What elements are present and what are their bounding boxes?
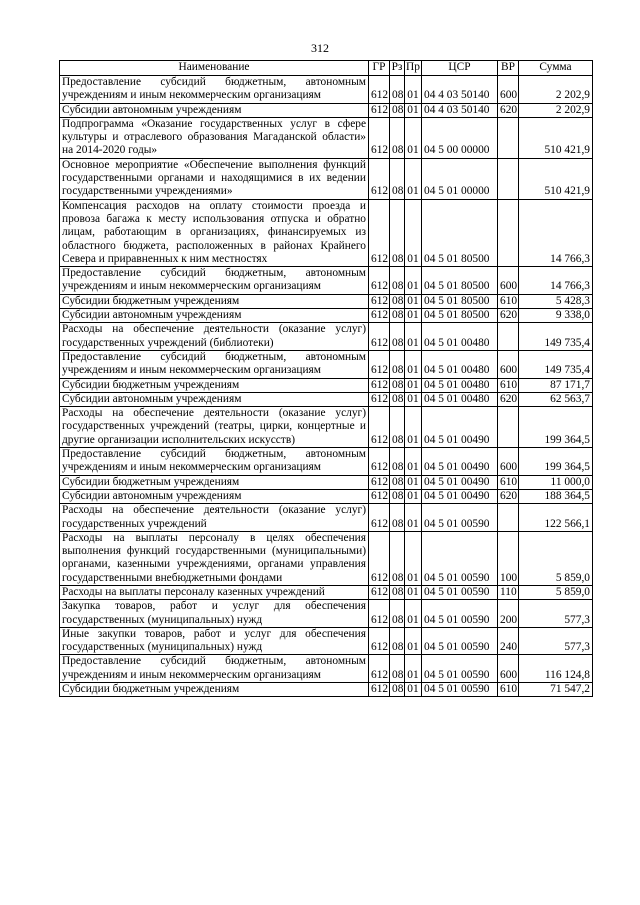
cell-csr: 04 5 01 80500 xyxy=(422,309,498,323)
cell-gr: 612 xyxy=(369,475,390,489)
cell-gr: 612 xyxy=(369,531,390,585)
cell-csr: 04 5 01 00590 xyxy=(422,531,498,585)
table-row xyxy=(60,158,593,199)
cell-gr: 612 xyxy=(369,117,390,158)
cell-name: Основное мероприятие «Обеспечение выполнения функций государственными органами и находящимися в их ведении государственными учреждениями» xyxy=(60,158,369,199)
cell-rz: 08 xyxy=(390,103,405,117)
cell-rz: 08 xyxy=(390,407,405,448)
cell-sum: 14 766,3 xyxy=(519,199,593,266)
cell-pr: 01 xyxy=(405,199,422,266)
table-row xyxy=(60,600,593,628)
cell-csr: 04 5 01 00480 xyxy=(422,378,498,392)
cell-csr: 04 5 01 00490 xyxy=(422,475,498,489)
cell-vr: 620 xyxy=(498,392,519,406)
cell-rz: 08 xyxy=(390,76,405,104)
cell-rz: 08 xyxy=(390,655,405,683)
cell-name: Субсидии бюджетным учреждениям xyxy=(60,378,369,392)
cell-sum: 577,3 xyxy=(519,600,593,628)
cell-rz: 08 xyxy=(390,323,405,351)
cell-pr: 01 xyxy=(405,407,422,448)
cell-pr: 01 xyxy=(405,683,422,697)
cell-vr: 600 xyxy=(498,76,519,104)
cell-gr: 612 xyxy=(369,627,390,655)
cell-name: Предоставление субсидий бюджетным, автономным учреждениям и иным некоммерческим организациям xyxy=(60,267,369,295)
cell-gr: 612 xyxy=(369,294,390,308)
cell-rz: 08 xyxy=(390,117,405,158)
cell-gr: 612 xyxy=(369,600,390,628)
cell-csr: 04 5 01 00590 xyxy=(422,504,498,532)
cell-rz: 08 xyxy=(390,475,405,489)
cell-gr: 612 xyxy=(369,683,390,697)
table-row xyxy=(60,683,593,697)
cell-pr: 01 xyxy=(405,323,422,351)
table-row xyxy=(60,655,593,683)
cell-rz: 08 xyxy=(390,392,405,406)
cell-sum: 149 735,4 xyxy=(519,350,593,378)
cell-csr: 04 4 03 50140 xyxy=(422,76,498,104)
cell-csr: 04 5 01 80500 xyxy=(422,294,498,308)
table-row xyxy=(60,504,593,532)
cell-vr: 600 xyxy=(498,267,519,295)
cell-name: Компенсация расходов на оплату стоимости проезда и провоза багажа к месту использования отпуска и обратно лицам, работающим в организациях, финансируемых из областного бюджета, расположенных в районах Крайнего Севера и приравненных к ним местностях xyxy=(60,199,369,266)
cell-name: Субсидии автономным учреждениям xyxy=(60,489,369,503)
cell-gr: 612 xyxy=(369,489,390,503)
table-row xyxy=(60,199,593,266)
cell-pr: 01 xyxy=(405,158,422,199)
cell-gr: 612 xyxy=(369,392,390,406)
cell-sum: 71 547,2 xyxy=(519,683,593,697)
cell-sum: 188 364,5 xyxy=(519,489,593,503)
page-number: 312 xyxy=(311,41,329,55)
cell-gr: 612 xyxy=(369,350,390,378)
cell-name: Предоставление субсидий бюджетным, автономным учреждениям и иным некоммерческим организациям xyxy=(60,76,369,104)
cell-sum: 14 766,3 xyxy=(519,267,593,295)
cell-sum: 5 859,0 xyxy=(519,531,593,585)
cell-gr: 612 xyxy=(369,158,390,199)
header-sum: Сумма xyxy=(519,61,593,76)
cell-name: Расходы на обеспечение деятельности (оказание услуг) государственных учреждений (библиотеки) xyxy=(60,323,369,351)
cell-rz: 08 xyxy=(390,531,405,585)
cell-vr: 240 xyxy=(498,627,519,655)
header-csr: ЦСР xyxy=(422,61,498,76)
cell-csr: 04 5 01 00490 xyxy=(422,407,498,448)
cell-pr: 01 xyxy=(405,531,422,585)
cell-pr: 01 xyxy=(405,627,422,655)
cell-sum: 62 563,7 xyxy=(519,392,593,406)
cell-gr: 612 xyxy=(369,448,390,476)
table-row xyxy=(60,585,593,599)
cell-gr: 612 xyxy=(369,199,390,266)
table-row xyxy=(60,350,593,378)
cell-gr: 612 xyxy=(369,103,390,117)
table-row xyxy=(60,294,593,308)
cell-vr xyxy=(498,504,519,532)
table-row xyxy=(60,378,593,392)
cell-gr: 612 xyxy=(369,378,390,392)
cell-vr: 110 xyxy=(498,585,519,599)
cell-vr xyxy=(498,117,519,158)
header-rz: Рз xyxy=(390,61,405,76)
table-row xyxy=(60,117,593,158)
table-row xyxy=(60,267,593,295)
cell-name: Иные закупки товаров, работ и услуг для обеспечения государственных (муниципальных) нужд xyxy=(60,627,369,655)
cell-csr: 04 5 01 80500 xyxy=(422,267,498,295)
cell-pr: 01 xyxy=(405,267,422,295)
cell-sum: 510 421,9 xyxy=(519,158,593,199)
cell-csr: 04 5 01 00480 xyxy=(422,350,498,378)
cell-gr: 612 xyxy=(369,76,390,104)
cell-pr: 01 xyxy=(405,378,422,392)
table-header-row xyxy=(60,61,593,76)
cell-sum: 510 421,9 xyxy=(519,117,593,158)
cell-sum: 2 202,9 xyxy=(519,76,593,104)
cell-csr: 04 5 01 00590 xyxy=(422,600,498,628)
cell-vr xyxy=(498,199,519,266)
budget-table xyxy=(59,60,593,697)
cell-gr: 612 xyxy=(369,267,390,295)
header-gr: ГР xyxy=(369,61,390,76)
cell-sum: 5 859,0 xyxy=(519,585,593,599)
cell-pr: 01 xyxy=(405,600,422,628)
cell-pr: 01 xyxy=(405,392,422,406)
cell-csr: 04 5 01 00480 xyxy=(422,323,498,351)
cell-rz: 08 xyxy=(390,504,405,532)
cell-vr: 620 xyxy=(498,489,519,503)
cell-pr: 01 xyxy=(405,585,422,599)
cell-rz: 08 xyxy=(390,627,405,655)
cell-vr: 600 xyxy=(498,448,519,476)
cell-sum: 5 428,3 xyxy=(519,294,593,308)
cell-name: Подпрограмма «Оказание государственных услуг в сфере культуры и отраслевого образования Магаданской области» на 2014-2020 годы» xyxy=(60,117,369,158)
cell-vr: 610 xyxy=(498,294,519,308)
cell-vr: 620 xyxy=(498,309,519,323)
cell-vr xyxy=(498,158,519,199)
cell-csr: 04 5 01 00590 xyxy=(422,585,498,599)
header-vr: ВР xyxy=(498,61,519,76)
table-body xyxy=(60,76,593,697)
cell-sum: 122 566,1 xyxy=(519,504,593,532)
table-row xyxy=(60,475,593,489)
cell-csr: 04 5 01 00490 xyxy=(422,489,498,503)
cell-sum: 116 124,8 xyxy=(519,655,593,683)
cell-pr: 01 xyxy=(405,448,422,476)
cell-rz: 08 xyxy=(390,448,405,476)
cell-name: Расходы на обеспечение деятельности (оказание услуг) государственных учреждений xyxy=(60,504,369,532)
cell-csr: 04 5 01 00480 xyxy=(422,392,498,406)
cell-rz: 08 xyxy=(390,158,405,199)
cell-name: Расходы на выплаты персоналу казенных учреждений xyxy=(60,585,369,599)
cell-csr: 04 5 01 80500 xyxy=(422,199,498,266)
cell-vr: 200 xyxy=(498,600,519,628)
cell-name: Субсидии бюджетным учреждениям xyxy=(60,475,369,489)
cell-pr: 01 xyxy=(405,489,422,503)
cell-name: Субсидии бюджетным учреждениям xyxy=(60,683,369,697)
cell-rz: 08 xyxy=(390,585,405,599)
cell-name: Расходы на выплаты персоналу в целях обеспечения выполнения функций государственными (муниципальными) органами, казенными учреждениями, органами управления государственными внебюджетными фондами xyxy=(60,531,369,585)
cell-rz: 08 xyxy=(390,294,405,308)
table-row xyxy=(60,489,593,503)
cell-sum: 199 364,5 xyxy=(519,407,593,448)
table-row xyxy=(60,103,593,117)
header-name: Наименование xyxy=(60,61,369,76)
cell-pr: 01 xyxy=(405,117,422,158)
cell-pr: 01 xyxy=(405,294,422,308)
cell-rz: 08 xyxy=(390,378,405,392)
cell-name: Предоставление субсидий бюджетным, автономным учреждениям и иным некоммерческим организациям xyxy=(60,350,369,378)
cell-name: Предоставление субсидий бюджетным, автономным учреждениям и иным некоммерческим организациям xyxy=(60,448,369,476)
cell-rz: 08 xyxy=(390,683,405,697)
cell-name: Расходы на обеспечение деятельности (оказание услуг) государственных учреждений (театры, цирки, концертные и другие организации исполнительских искусств) xyxy=(60,407,369,448)
cell-rz: 08 xyxy=(390,309,405,323)
cell-csr: 04 5 01 00590 xyxy=(422,683,498,697)
cell-rz: 08 xyxy=(390,199,405,266)
cell-sum: 149 735,4 xyxy=(519,323,593,351)
cell-vr: 600 xyxy=(498,350,519,378)
cell-rz: 08 xyxy=(390,489,405,503)
cell-csr: 04 5 01 00590 xyxy=(422,655,498,683)
cell-name: Субсидии автономным учреждениям xyxy=(60,103,369,117)
cell-gr: 612 xyxy=(369,323,390,351)
cell-vr: 610 xyxy=(498,475,519,489)
cell-gr: 612 xyxy=(369,407,390,448)
cell-pr: 01 xyxy=(405,309,422,323)
cell-pr: 01 xyxy=(405,655,422,683)
cell-vr: 610 xyxy=(498,378,519,392)
cell-csr: 04 5 01 00590 xyxy=(422,627,498,655)
cell-sum: 87 171,7 xyxy=(519,378,593,392)
cell-vr: 100 xyxy=(498,531,519,585)
table-row xyxy=(60,407,593,448)
cell-sum: 2 202,9 xyxy=(519,103,593,117)
cell-vr: 600 xyxy=(498,655,519,683)
cell-rz: 08 xyxy=(390,600,405,628)
header-pr: Пр xyxy=(405,61,422,76)
cell-pr: 01 xyxy=(405,475,422,489)
cell-csr: 04 5 01 00000 xyxy=(422,158,498,199)
cell-pr: 01 xyxy=(405,350,422,378)
cell-sum: 9 338,0 xyxy=(519,309,593,323)
cell-vr xyxy=(498,323,519,351)
cell-vr: 620 xyxy=(498,103,519,117)
table-row xyxy=(60,448,593,476)
cell-gr: 612 xyxy=(369,655,390,683)
cell-gr: 612 xyxy=(369,585,390,599)
cell-name: Субсидии автономным учреждениям xyxy=(60,309,369,323)
cell-pr: 01 xyxy=(405,76,422,104)
table-row xyxy=(60,309,593,323)
cell-gr: 612 xyxy=(369,504,390,532)
cell-name: Предоставление субсидий бюджетным, автономным учреждениям и иным некоммерческим организациям xyxy=(60,655,369,683)
cell-gr: 612 xyxy=(369,309,390,323)
cell-csr: 04 5 00 00000 xyxy=(422,117,498,158)
cell-rz: 08 xyxy=(390,350,405,378)
cell-vr: 610 xyxy=(498,683,519,697)
table-row xyxy=(60,392,593,406)
cell-sum: 199 364,5 xyxy=(519,448,593,476)
table-row xyxy=(60,76,593,104)
cell-name: Субсидии бюджетным учреждениям xyxy=(60,294,369,308)
cell-sum: 11 000,0 xyxy=(519,475,593,489)
table-row xyxy=(60,323,593,351)
cell-name: Закупка товаров, работ и услуг для обеспечения государственных (муниципальных) нужд xyxy=(60,600,369,628)
cell-pr: 01 xyxy=(405,103,422,117)
table-row xyxy=(60,627,593,655)
cell-vr xyxy=(498,407,519,448)
cell-pr: 01 xyxy=(405,504,422,532)
cell-rz: 08 xyxy=(390,267,405,295)
cell-csr: 04 4 03 50140 xyxy=(422,103,498,117)
cell-csr: 04 5 01 00490 xyxy=(422,448,498,476)
table-row xyxy=(60,531,593,585)
cell-name: Субсидии автономным учреждениям xyxy=(60,392,369,406)
cell-sum: 577,3 xyxy=(519,627,593,655)
